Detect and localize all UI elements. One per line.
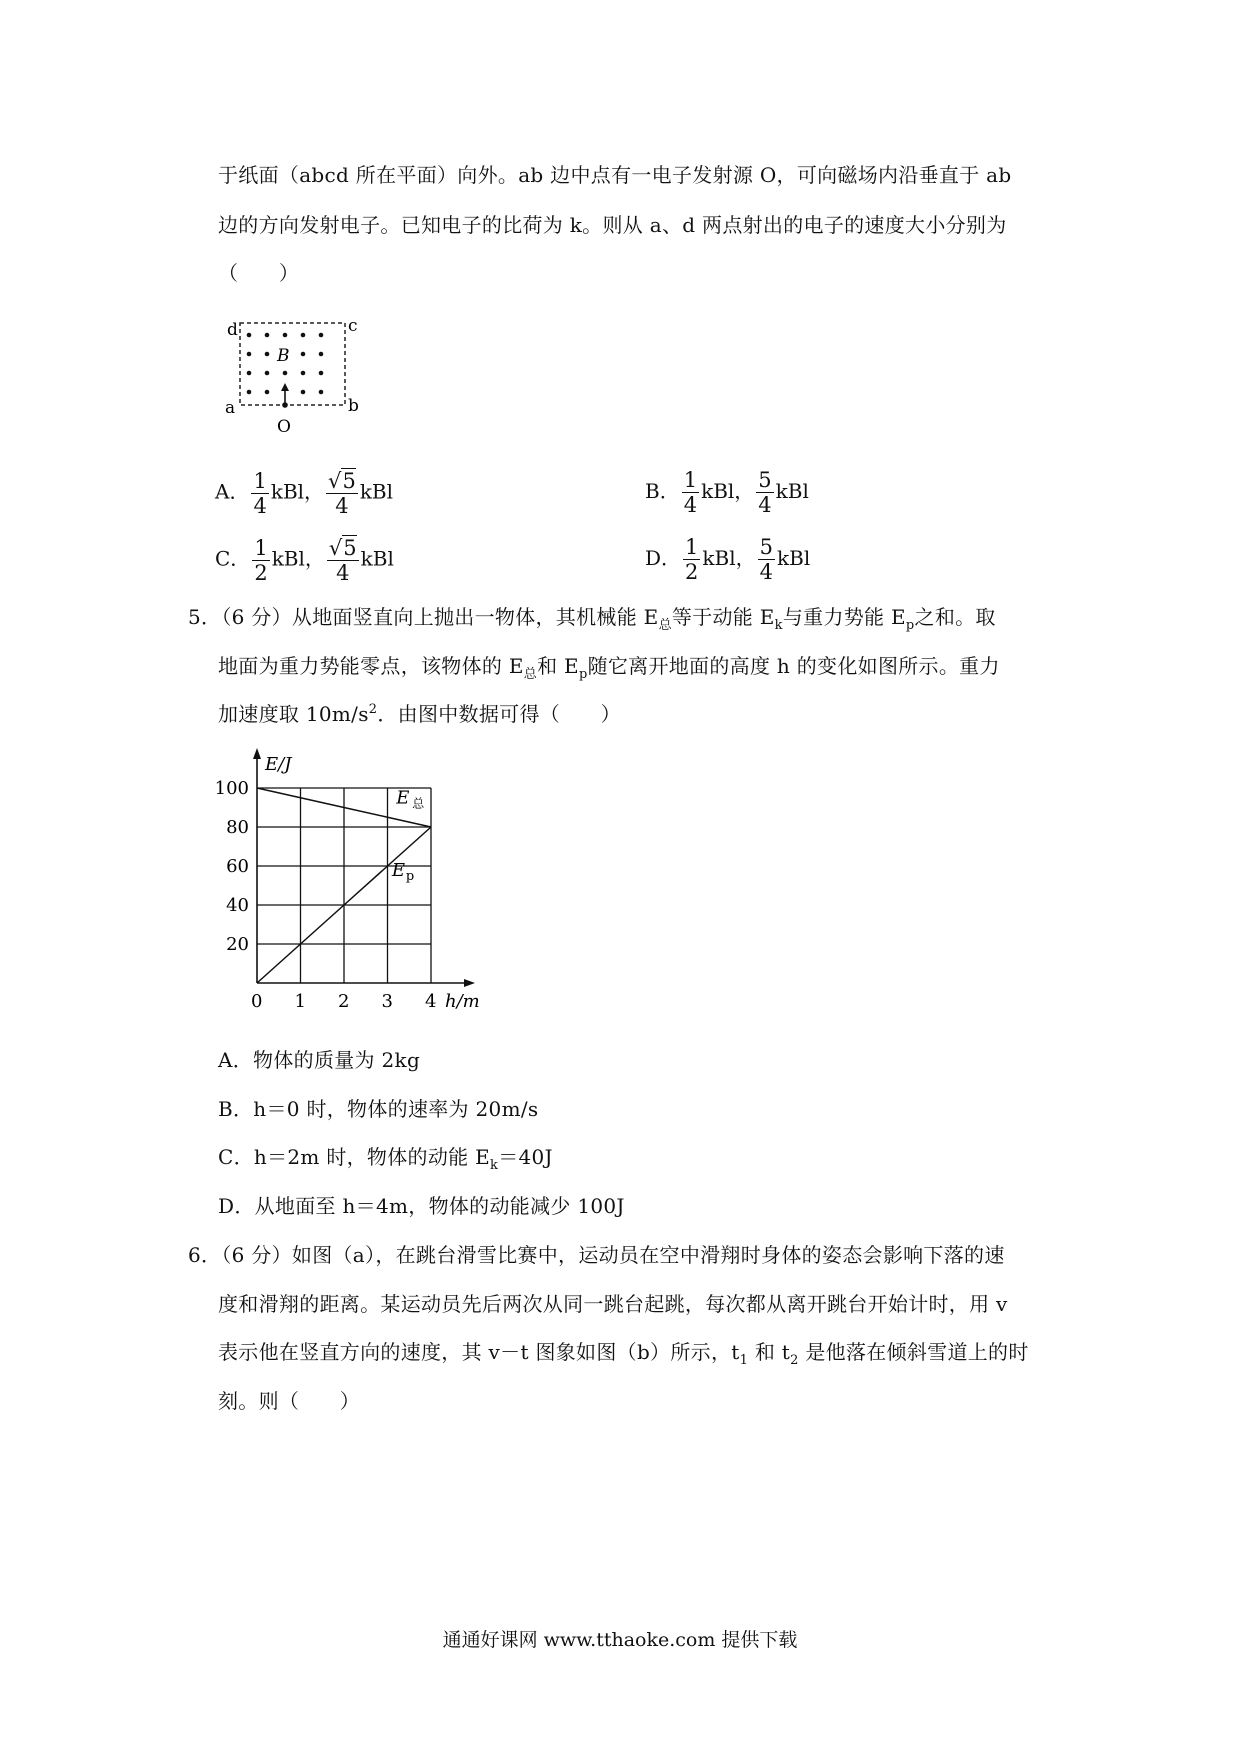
fraction-2: $\frac{√5}{4}$ <box>328 536 357 585</box>
q5-text-line-2: 地面为重力势能零点，该物体的 $E_总$和 $E_p$随它离开地面的高度 h 的变化如图所示。重力 <box>218 654 1000 682</box>
q6-text-line-4: 刻。则（ ） <box>218 1389 361 1413</box>
dashed-field-boundary <box>240 323 345 405</box>
source-arrow-head <box>281 383 289 391</box>
y-tick-label: 80 <box>226 817 249 838</box>
q4-text-line-2: 边的方向发射电子。已知电子的比荷为 k。则从 a、d 两点射出的电子的速度大小分别为 <box>218 213 1007 237</box>
y-tick-label: 60 <box>226 856 249 877</box>
series-label-ep-sub: p <box>405 868 415 884</box>
q4-magnetic-field-figure <box>215 315 365 445</box>
q4-option-a[interactable]: A． $\frac{1}{4}$ kBl， $\frac{√5}{4}$ kBl <box>215 468 394 518</box>
q4-text-line-1: 于纸面（abcd 所在平面）向外。ab 边中点有一电子发射源 O，可向磁场内沿垂直于 ab <box>218 163 1012 187</box>
fraction-2: $\frac{√5}{4}$ <box>328 469 356 518</box>
x-axis-label: h/m <box>445 991 480 1012</box>
x-tick-label: 3 <box>381 991 393 1012</box>
x-tick-label: 2 <box>338 991 350 1012</box>
fraction-1: $\frac{1}{2}$ <box>254 535 268 585</box>
x-tick-label: 0 <box>251 991 263 1012</box>
y-axis-label: E/J <box>265 754 292 775</box>
q5-option-d[interactable]: D．从地面至 h＝4m，物体的动能减少 100J <box>218 1194 625 1218</box>
source-point <box>282 402 288 408</box>
corner-a-label: a <box>225 398 236 418</box>
y-tick-label: 20 <box>226 934 249 955</box>
corner-c-label: c <box>348 316 358 336</box>
source-o-label: O <box>277 417 291 437</box>
chart-grid <box>257 788 431 983</box>
q5-option-a[interactable]: A．物体的质量为 2kg <box>218 1048 421 1072</box>
q4-option-b[interactable]: B． $\frac{1}{4}$ kBl， $\frac{5}{4}$ kBl <box>645 468 809 517</box>
series-label-e-total-sub: 总 <box>412 796 425 811</box>
page-footer: 通通好课网 www.tthaoke.com 提供下载 <box>442 1629 798 1651</box>
x-tick-label: 1 <box>294 991 306 1012</box>
q5-text-line-1: 5．（6 分）从地面竖直向上抛出一物体，其机械能 $E_总$等于动能 $E_k$与重力势能 $E_p$之和。取 <box>188 605 996 633</box>
y-tick-label: 100 <box>214 778 249 799</box>
fraction-1: $\frac{1}{4}$ <box>253 468 267 518</box>
option-letter: B． <box>645 479 680 503</box>
chart-labels <box>215 754 480 1012</box>
field-b-label: B <box>277 346 290 366</box>
fraction-2: $\frac{5}{4}$ <box>759 535 774 584</box>
option-letter: C． <box>215 546 251 571</box>
option-letter: D． <box>645 546 682 570</box>
energy-height-chart <box>200 745 510 1025</box>
chart-axes <box>253 748 475 987</box>
x-tick-label: 4 <box>425 991 437 1012</box>
series-label-ep: E <box>391 859 405 881</box>
q6-text-line-2: 度和滑翔的距离。某运动员先后两次从同一跳台起跳，每次都从离开跳台开始计时，用 v <box>218 1292 1008 1316</box>
fraction-1: $\frac{1}{2}$ <box>685 535 699 584</box>
q6-text-line-3: 表示他在竖直方向的速度，其 v－t 图象如图（b）所示，$t_1$ 和 $t_2$ 是他落在倾斜雪道上的时 <box>218 1340 1029 1368</box>
fraction-1: $\frac{1}{4}$ <box>683 468 698 517</box>
q5-text-line-3: 加速度取 $10m/s^2$．由图中数据可得（ ） <box>218 702 621 726</box>
y-axis-arrow <box>253 748 261 759</box>
corner-b-label: b <box>348 396 359 416</box>
q4-option-c[interactable]: C． $\frac{1}{2}$ kBl， $\frac{√5}{4}$ kBl <box>215 535 394 585</box>
q6-text-line-1: 6．（6 分）如图（a），在跳台滑雪比赛中，运动员在空中滑翔时身体的姿态会影响下落的速 <box>188 1243 1005 1267</box>
series-label-e-total: E <box>396 787 410 809</box>
q4-text-line-3: （ ） <box>218 261 300 285</box>
q4-option-d[interactable]: D． $\frac{1}{2}$ kBl， $\frac{5}{4}$ kBl <box>645 535 811 584</box>
q5-option-c[interactable]: C．h＝2m 时，物体的动能 $E_k=40J$ <box>218 1145 553 1173</box>
corner-d-label: d <box>227 320 238 340</box>
x-axis-arrow <box>464 979 475 987</box>
q5-option-b[interactable]: B．h＝0 时，物体的速率为 20m/s <box>218 1097 539 1121</box>
y-tick-label: 40 <box>226 895 249 916</box>
fraction-2: $\frac{5}{4}$ <box>758 468 772 517</box>
option-letter: A． <box>215 479 250 504</box>
